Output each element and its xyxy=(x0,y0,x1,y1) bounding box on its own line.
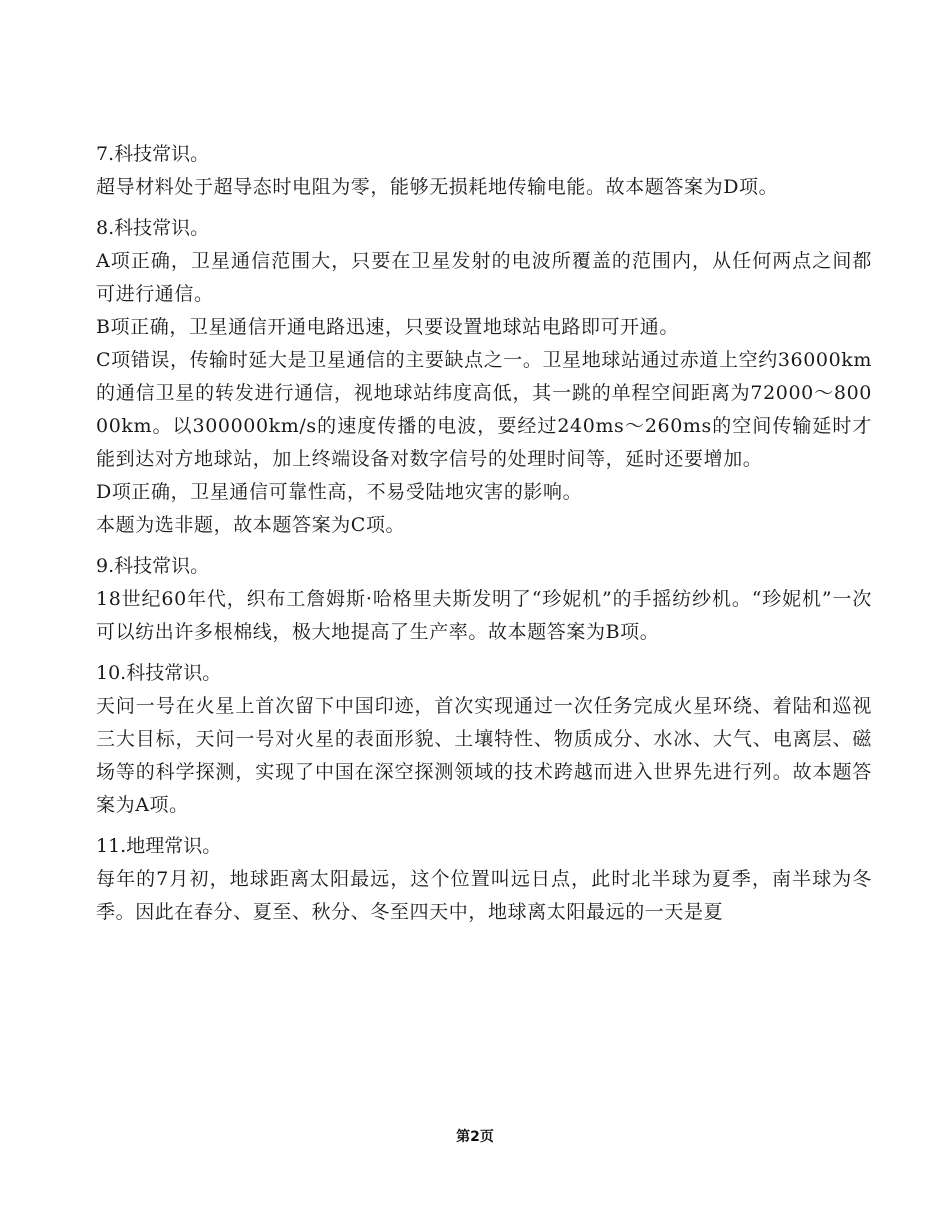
answer-paragraph: C项错误，传输时延大是卫星通信的主要缺点之一。卫星地球站通过赤道上空约36000km的通信卫星的转发进行通信，视地球站纬度高低，其一跳的单程空间距离为72000～80000km。以300000km/s的速度传播的电波，要经过240ms～260ms的空间传输延时才能到达对方地球站，加上终端设备对数字信号的处理时间等，延时还要增加。 xyxy=(96,349,872,470)
question-heading: 10.科技常识。 xyxy=(96,662,222,684)
answer-paragraph: 18世纪60年代，织布工詹姆斯·哈格里夫斯发明了“珍妮机”的手摇纺纱机。“珍妮机”一次可以纺出许多根棉线，极大地提高了生产率。故本题答案为B项。 xyxy=(96,588,872,643)
question-7 xyxy=(96,138,872,204)
question-9 xyxy=(96,550,872,649)
question-8 xyxy=(96,212,872,542)
question-heading: 11.地理常识。 xyxy=(96,835,222,857)
question-heading: 7.科技常识。 xyxy=(96,143,210,165)
document-page xyxy=(96,138,872,937)
answer-paragraph: 本题为选非题，故本题答案为C项。 xyxy=(96,514,406,536)
answer-paragraph: A项正确，卫星通信范围大，只要在卫星发射的电波所覆盖的范围内，从任何两点之间都可进行通信。 xyxy=(96,250,872,305)
answer-paragraph: D项正确，卫星通信可靠性高，不易受陆地灾害的影响。 xyxy=(96,481,583,503)
answer-paragraph: 每年的7月初，地球距离太阳最远，这个位置叫远日点，此时北半球为夏季，南半球为冬季。因此在春分、夏至、秋分、冬至四天中，地球离太阳最远的一天是夏 xyxy=(96,868,872,923)
answer-paragraph: 超导材料处于超导态时电阻为零，能够无损耗地传输电能。故本题答案为D项。 xyxy=(96,176,779,198)
question-heading: 9.科技常识。 xyxy=(96,555,210,577)
answer-paragraph: 天问一号在火星上首次留下中国印迹，首次实现通过一次任务完成火星环绕、着陆和巡视三大目标，天问一号对火星的表面形貌、土壤特性、物质成分、水冰、大气、电离层、磁场等的科学探测，实现了中国在深空探测领域的技术跨越而进入世界先进行列。故本题答案为A项。 xyxy=(96,695,872,816)
question-11 xyxy=(96,830,872,929)
question-heading: 8.科技常识。 xyxy=(96,217,210,239)
page-number: 第2页 xyxy=(456,1129,494,1145)
answer-paragraph: B项正确，卫星通信开通电路迅速，只要设置地球站电路即可开通。 xyxy=(96,316,679,338)
question-10 xyxy=(96,657,872,822)
